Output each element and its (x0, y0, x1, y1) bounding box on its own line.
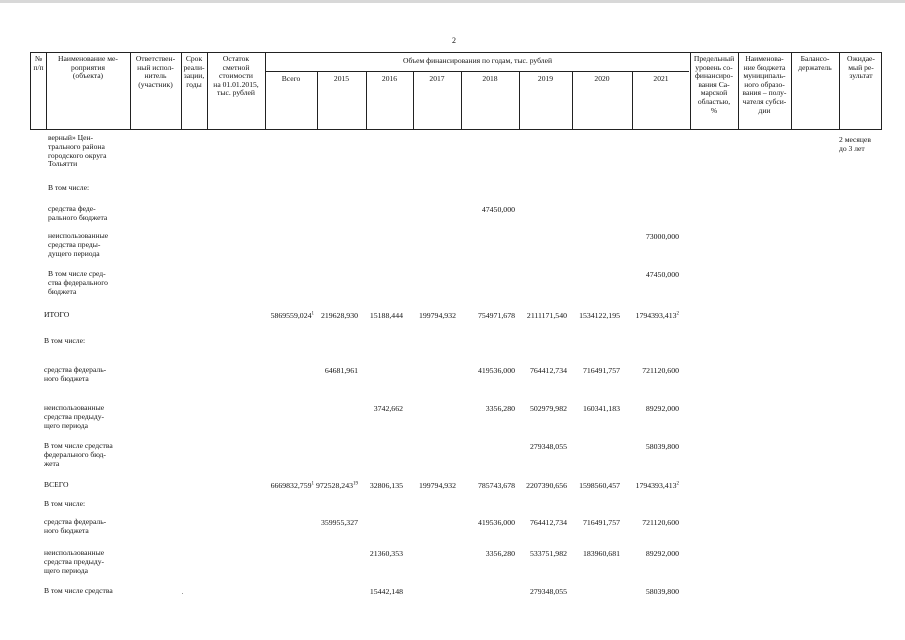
col-total-header: Всего (281, 74, 301, 83)
footnote-mark: 19 (353, 481, 358, 487)
cell-number: 15188,444 (369, 311, 403, 320)
cell-number: 716491,757 (582, 518, 620, 527)
col-2016-header: 2016 (381, 74, 398, 83)
cell-number: 89292,000 (645, 549, 679, 558)
row-label: верный» Цен- трального района городского округа Тольятти (48, 133, 107, 169)
cell-number: 3356,280 (485, 549, 515, 558)
cell-number: 754971,678 (477, 311, 515, 320)
cell-value-y2019 (530, 587, 567, 596)
cell-value-y2016 (370, 549, 403, 558)
row-label: В том числе: (44, 336, 86, 345)
cell-value-y2021 (646, 549, 679, 558)
cell-value-y2020 (579, 481, 620, 490)
row-label: В том числе средства (44, 586, 113, 595)
cell-number: 502979,982 (529, 404, 567, 413)
cell-number: 419536,000 (477, 366, 515, 375)
row-label: В том числе: (48, 183, 90, 192)
cell-value-y2018 (478, 366, 515, 375)
cell-value-y2015 (325, 366, 358, 375)
col-remainder-header: Остаток сметной стоимости на 01.01.2015, тыс. рублей (213, 54, 259, 98)
cell-number: 58039,800 (645, 587, 679, 596)
col-term-header: Срок реали- зации, годы (183, 54, 205, 89)
cell-number: 219628,930 (320, 311, 358, 320)
cell-number: 764412,734 (529, 518, 567, 527)
cell-value-y2019 (526, 481, 567, 490)
col-2017-header: 2017 (429, 74, 445, 83)
cell-value-y2021 (646, 232, 679, 241)
cell-value-y2021 (636, 311, 679, 320)
row-label: средства федераль- ного бюджета (44, 517, 107, 535)
row-label: В том числе средства федерального бюд- жета (44, 441, 113, 468)
cell-number: 785743,678 (477, 481, 515, 490)
cell-value-y2018 (478, 481, 515, 490)
cell-value-y2017 (419, 481, 456, 490)
col-2015-header: 2015 (333, 74, 350, 83)
cell-value-y2021 (646, 442, 679, 451)
cell-value-y2019 (530, 549, 567, 558)
cell-value-y2021 (646, 404, 679, 413)
cell-value-y2016 (374, 404, 403, 413)
cell-number: 2207390,656 (526, 481, 567, 490)
cell-number: 5869559,024 (270, 311, 312, 320)
col-executor-header: Ответствен- ный испол- нитель (участник) (135, 54, 176, 89)
cell-number: 1598560,457 (579, 481, 620, 490)
footnote-mark: 1 (311, 481, 314, 487)
cell-number: 183960,681 (582, 549, 620, 558)
top-edge (0, 0, 905, 3)
scan-speck (182, 593, 183, 594)
page-number: 2 (452, 36, 456, 45)
cell-number: 3742,662 (373, 404, 403, 413)
table-header (30, 52, 882, 130)
col-2021-header: 2021 (653, 74, 669, 83)
footnote-mark: 2 (676, 311, 679, 317)
cell-number: 721120,600 (642, 366, 679, 375)
cell-number: 764412,734 (529, 366, 567, 375)
cell-value-y2016 (370, 481, 403, 490)
cell-value-y2019 (530, 442, 567, 451)
cell-value-y2018 (486, 549, 515, 558)
cell-value-y2016 (370, 587, 403, 596)
cell-value-y2021 (636, 481, 679, 490)
cell-number: 533751,982 (529, 549, 567, 558)
cell-value-y2021 (642, 518, 679, 527)
cell-value-y2019 (530, 366, 567, 375)
cell-value-y2018 (486, 404, 515, 413)
col-result-header: Ожидае- мый ре- зультат (847, 54, 875, 81)
col-budget-header: Наименова- ние бюджета муниципаль- ного образо- вания – полу- чателя субси- дии (742, 54, 787, 115)
cell-number: 160341,183 (582, 404, 620, 413)
row-label: В том числе сред- ства федерального бюджета (48, 269, 108, 296)
cell-value-y2021 (646, 587, 679, 596)
cell-value-y2021 (646, 270, 679, 279)
cell-number: 2111171,540 (526, 311, 567, 320)
cell-number: 32806,135 (369, 481, 403, 490)
cell-value-y2018 (482, 205, 515, 214)
col-financing-header: Объем финансирования по годам, тыс. рублей (402, 56, 553, 65)
cell-number: 1794393,413 (635, 481, 677, 490)
cell-number: 199794,932 (418, 481, 456, 490)
cell-value-y2019 (530, 404, 567, 413)
cell-value-y2020 (583, 518, 620, 527)
cell-number: 199794,932 (418, 311, 456, 320)
cell-value-y2020 (583, 549, 620, 558)
cell-number: 359955,327 (320, 518, 358, 527)
cell-value-y2016 (370, 311, 403, 320)
row-label: неиспользованные средства предыду- щего периода (44, 403, 105, 430)
cell-value-y2015 (321, 311, 358, 320)
cell-number: 1534122,195 (579, 311, 620, 320)
cell-value-y2018 (478, 518, 515, 527)
col-num-header: № п/п (33, 54, 44, 72)
expected-result: 2 месяцев до 3 лет (839, 135, 871, 153)
cell-value-y2019 (530, 518, 567, 527)
col-2020-header: 2020 (594, 74, 610, 83)
row-label: неиспользованные средства предыду- щего периода (44, 548, 105, 575)
cell-number: 89292,000 (645, 404, 679, 413)
cell-number: 64681,961 (324, 366, 358, 375)
cell-number: 972528,243 (315, 481, 353, 490)
col-2018-header: 2018 (482, 74, 498, 83)
row-label: В том числе: (44, 499, 86, 508)
cell-number: 279348,055 (529, 587, 567, 596)
cell-value-total (271, 311, 314, 320)
col-name-header: Наименование ме- роприятия (объекта) (58, 54, 118, 81)
cell-value-y2021 (642, 366, 679, 375)
cell-number: 47450,000 (481, 205, 515, 214)
cell-number: 47450,000 (645, 270, 679, 279)
cell-number: 419536,000 (477, 518, 515, 527)
col-limit-header: Предельный уровень со- финансиро- вания Са- марской областью, % (693, 54, 735, 115)
cell-number: 716491,757 (582, 366, 620, 375)
footnote-mark: 2 (676, 481, 679, 487)
cell-value-y2018 (478, 311, 515, 320)
cell-number: 15442,148 (369, 587, 403, 596)
cell-number: 21360,353 (369, 549, 403, 558)
cell-number: 1794393,413 (635, 311, 677, 320)
row-label: ИТОГО (44, 310, 70, 319)
cell-number: 721120,600 (642, 518, 679, 527)
footnote-mark: 1 (311, 311, 314, 317)
row-label: средства феде- рального бюджета (48, 204, 108, 222)
cell-number: 3356,280 (485, 404, 515, 413)
cell-value-y2015 (321, 518, 358, 527)
cell-value-y2020 (583, 366, 620, 375)
cell-value-y2019 (527, 311, 567, 320)
col-2019-header: 2019 (537, 74, 554, 83)
cell-number: 279348,055 (529, 442, 567, 451)
row-label: неиспользованные средства преды- дущего периода (48, 231, 109, 258)
cell-number: 73000,000 (645, 232, 679, 241)
cell-value-y2020 (579, 311, 620, 320)
cell-number: 6669832,759 (270, 481, 312, 490)
cell-number: 58039,800 (645, 442, 679, 451)
cell-value-y2015 (316, 481, 358, 490)
row-label: ВСЕГО (44, 480, 69, 489)
cell-value-y2017 (419, 311, 456, 320)
cell-value-total (271, 481, 314, 490)
cell-value-y2020 (583, 404, 620, 413)
col-holder-header: Балансо- держатель (798, 54, 832, 72)
row-label: средства федераль- ного бюджета (44, 365, 107, 383)
